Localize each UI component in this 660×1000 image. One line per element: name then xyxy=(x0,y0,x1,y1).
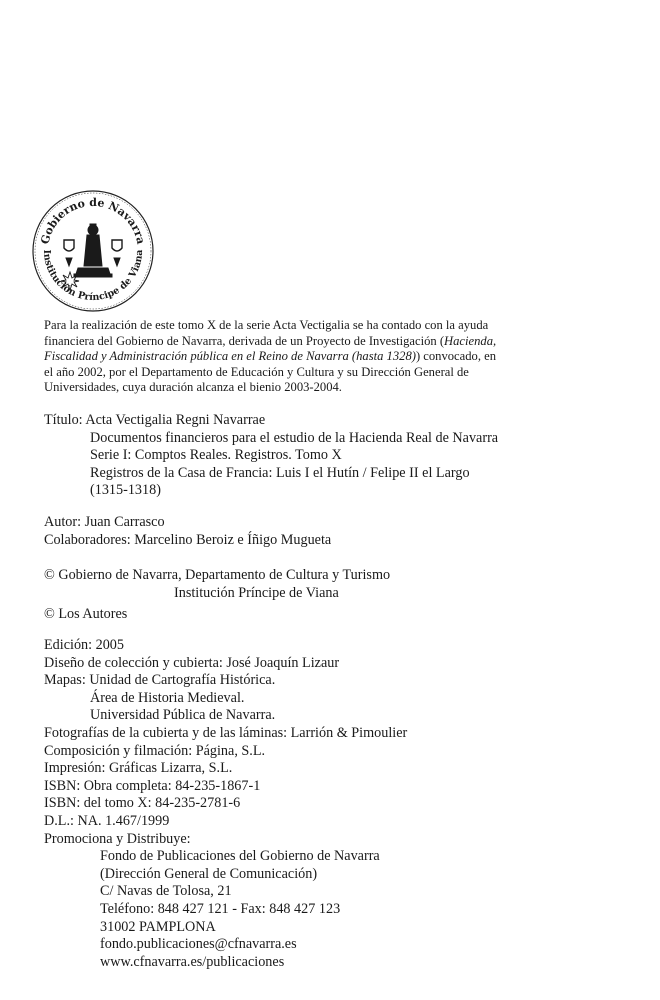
funding-line-text: financiera del Gobierno de Navarra, derivada de un Proyecto de Investigación ( xyxy=(44,333,445,348)
distributor-address-line: C/ Navas de Tolosa, 21 xyxy=(100,883,232,900)
distributor-line: Fondo de Publicaciones del Gobierno de Navarra xyxy=(100,848,380,865)
funding-project-title: Fiscalidad y Administración pública en el Reino de Navarra (hasta 1328) xyxy=(44,349,416,364)
seal-emblem-icon xyxy=(30,188,156,314)
photos-line: Fotografías de la cubierta y de las láminas: Larrión & Pimoulier xyxy=(44,724,408,741)
printing-line: Impresión: Gráficas Lizarra, S.L. xyxy=(44,760,233,777)
title-block xyxy=(44,412,624,500)
funding-line-italic: Hacienda, xyxy=(444,333,497,348)
composition-line: Composición y filmación: Página, S.L. xyxy=(44,742,266,759)
funding-line: el año 2002, por el Departamento de Educación y Cultura y su Dirección General de xyxy=(44,364,469,379)
title-subline: Serie I: Comptos Reales. Registros. Tomo X xyxy=(90,447,342,464)
distribution-label: Promociona y Distribuye: xyxy=(44,830,191,847)
title-subline: Documentos financieros para el estudio de la Hacienda Real de Navarra xyxy=(90,429,499,446)
funding-line xyxy=(44,334,624,350)
isbn-volume-line: ISBN: del tomo X: 84-235-2781-6 xyxy=(44,795,241,812)
distributor-city-line: 31002 PAMPLONA xyxy=(100,918,216,935)
copyright-line: © Gobierno de Navarra, Departamento de Cultura y Turismo xyxy=(44,567,391,583)
copyright-authors-line: © Los Autores xyxy=(44,606,128,623)
legal-deposit-line: D.L.: NA. 1.467/1999 xyxy=(44,812,170,829)
maps-subline: Universidad Pública de Navarra. xyxy=(90,707,276,724)
edition-line: Edición: 2005 xyxy=(44,637,124,653)
seal-top-text: Gobierno de Navarra xyxy=(38,195,148,246)
author-block xyxy=(44,514,331,549)
title-label: Título: xyxy=(44,412,83,428)
title-line xyxy=(44,412,624,430)
seal-bottom-text: Institución Príncipe de Viana xyxy=(40,249,146,304)
distributor-line: (Dirección General de Comunicación) xyxy=(100,865,318,882)
maps-subline: Área de Historia Medieval. xyxy=(90,689,245,706)
funding-line xyxy=(44,349,624,365)
distributor-website-link[interactable]: www.cfnavarra.es/publicaciones xyxy=(100,953,285,970)
edition-block xyxy=(44,637,407,971)
distributor-email-link[interactable]: fondo.publicaciones@cfnavarra.es xyxy=(100,936,297,953)
title-subline: Registros de la Casa de Francia: Luis I el Hutín / Felipe II el Largo xyxy=(90,464,470,481)
series-title: Acta Vectigalia Regni Navarrae xyxy=(85,412,266,428)
collaborators-line: Colaboradores: Marcelino Beroiz e Íñigo Mugueta xyxy=(44,531,332,548)
funding-line: Para la realización de este tomo X de la serie Acta Vectigalia se ha contado con la ayuda xyxy=(44,318,489,332)
funding-line: Universidades, cuya duración alcanza el bienio 2003-2004. xyxy=(44,380,342,395)
author-line: Autor: Juan Carrasco xyxy=(44,514,165,530)
title-subline: (1315-1318) xyxy=(90,482,161,499)
institution-seal-logo xyxy=(30,188,156,314)
funding-line-suffix: ) convocado, en xyxy=(415,349,497,364)
copyright-line: Institución Príncipe de Viana xyxy=(174,584,339,601)
maps-line: Mapas: Unidad de Cartografía Histórica. xyxy=(44,672,276,689)
funding-note xyxy=(44,318,624,396)
design-line: Diseño de colección y cubierta: José Joaquín Lizaur xyxy=(44,654,340,671)
copyright-block xyxy=(44,567,390,624)
distributor-phone-line: Teléfono: 848 427 121 - Fax: 848 427 123 xyxy=(100,900,341,917)
isbn-full-line: ISBN: Obra completa: 84-235-1867-1 xyxy=(44,777,261,794)
